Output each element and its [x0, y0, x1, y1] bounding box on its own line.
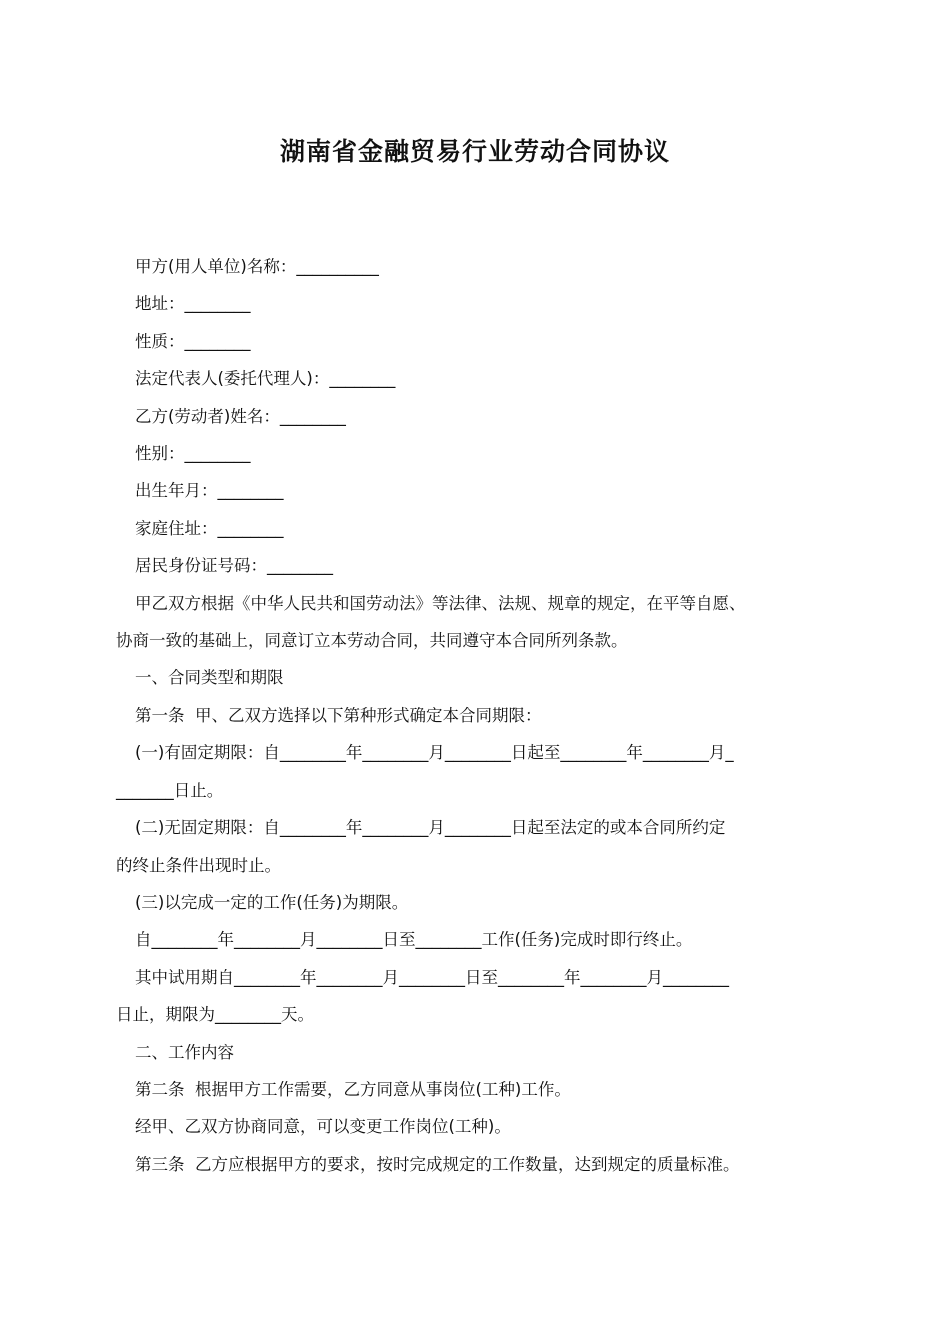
- legal-representative-line: 法定代表人(委托代理人)：________: [135, 369, 396, 389]
- article-3: 第三条 乙方应根据甲方的要求，按时完成规定的工作数量，达到规定的质量标准。: [135, 1154, 740, 1174]
- party-b-home-address-line: 家庭住址：________: [135, 518, 284, 538]
- fixed-term-line-1: (一)有固定期限：自________年________月________日起至________年________月_: [135, 743, 734, 763]
- article-2: 第二条 根据甲方工作需要，乙方同意从事岗位(工种)工作。: [135, 1079, 571, 1099]
- preamble-line-1: 甲乙双方根据《中华人民共和国劳动法》等法律、法规、规章的规定，在平等自愿、: [135, 593, 746, 613]
- task-term-line: (三)以完成一定的工作(任务)为期限。: [135, 892, 409, 912]
- open-term-line-2: 的终止条件出现时止。: [116, 855, 281, 875]
- party-b-birth-line: 出生年月：________: [135, 481, 284, 501]
- preamble-line-2: 协商一致的基础上，同意订立本劳动合同，共同遵守本合同所列条款。: [116, 631, 628, 651]
- fixed-term-line-2: _______日止。: [116, 780, 224, 800]
- section-heading-contract-type: 一、合同类型和期限: [135, 668, 284, 688]
- party-b-id-number-line: 居民身份证号码：________: [135, 556, 333, 576]
- probation-line-1: 其中试用期自________年________月________日至________年________月________: [135, 967, 729, 987]
- party-a-address-line: 地址：________: [135, 294, 251, 314]
- section-heading-work-content: 二、工作内容: [135, 1042, 234, 1062]
- probation-line-2: 日止，期限为________天。: [116, 1005, 314, 1025]
- party-b-name-line: 乙方(劳动者)姓名：________: [135, 406, 346, 426]
- party-b-gender-line: 性别：________: [135, 444, 251, 464]
- article-1: 第一条 甲、乙双方选择以下第种形式确定本合同期限：: [135, 705, 542, 725]
- open-term-line-1: (二)无固定期限：自________年________月________日起至法定的或本合同所约定: [135, 818, 726, 838]
- document-body: [116, 248, 838, 1183]
- document-title: 湖南省金融贸易行业劳动合同协议: [279, 137, 670, 166]
- party-a-nature-line: 性质：________: [135, 331, 251, 351]
- party-a-name-line: 甲方(用人单位)名称：__________: [135, 257, 379, 276]
- task-term-dates-line: 自________年________月________日至________工作(任务)完成时即行终止。: [135, 930, 693, 950]
- position-change-line: 经甲、乙双方协商同意，可以变更工作岗位(工种)。: [135, 1117, 511, 1137]
